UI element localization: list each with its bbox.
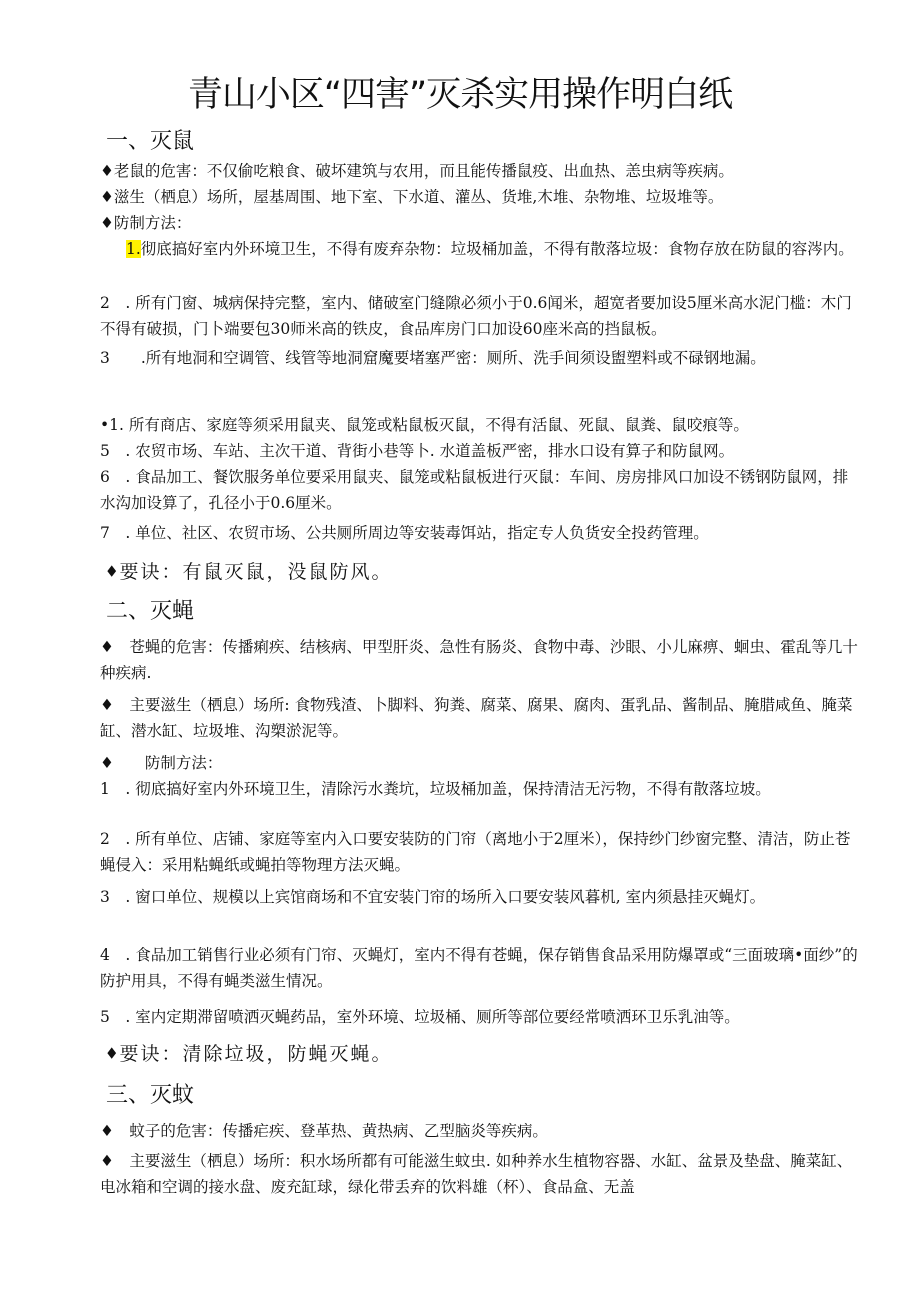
page-title: 青山小区“四害”灭杀实用操作明白纸 [187, 75, 733, 115]
section-heading-mosquitoes: 三、灭蚊 [106, 1083, 195, 1108]
paragraph: 1 . 彻底搞好室内外环境卫生，清除污水粪坑，垃圾桶加盖，保持清洁无污物，不得有散落垃坡。 [100, 780, 771, 798]
paragraph: 5 . 室内定期滞留喷洒灭蝇药品，室外环境、垃圾桶、厕所等部位要经常喷洒环卫乐乳油等。 [100, 1008, 740, 1026]
paragraph: ♦滋生（栖息）场所，屋基周围、地下室、下水道、灌丛、货堆,木堆、杂物堆、垃圾堆等。 [100, 188, 724, 206]
section-heading-rodents: 一、灭鼠 [106, 129, 195, 154]
paragraph: 5 . 农贸市场、车站、主次干道、背街小巷等卜. 水道盖板严密，排水口设有算子和防鼠网。 [100, 442, 735, 460]
motto-flies: ♦要诀：清除垃圾，防蝇灭蝇。 [106, 1043, 393, 1065]
paragraph: ♦防制方法： [100, 214, 192, 232]
paragraph: ♦ 防制方法： [100, 754, 223, 772]
highlighted-number: 1. [126, 240, 141, 258]
paragraph: ♦ 苍蝇的危害：传播痢疾、结核病、甲型肝炎、急性有肠炎、食物中毒、沙眼、小儿麻痹、蛔虫、霍乱等几十种疾病. [100, 638, 858, 682]
paragraph: ♦ 主要滋生（栖息）场所: 食物残渣、卜脚料、狗粪、腐菜、腐果、腐肉、蛋乳品、酱制品、腌腊咸鱼、腌菜缸、潜水缸、垃圾堆、沟槊淤泥等。 [100, 696, 853, 740]
paragraph: 2 . 所有门窗、城病保持完整，室内、储破室门缝隙必须小于0.6闻米，超宽者要加设5厘米高水泥门槛：木门不得有破损，门卜端要包30师米高的铁皮，食品库房门口加设60座米高的挡鼠板。 [100, 294, 852, 338]
paragraph: 6 . 食品加工、餐饮服务单位要采用鼠夹、鼠笼或粘鼠板进行灭鼠：车间、房房排风口加设不锈钢防鼠网，排水沟加设算了，孔径小于0.6厘米。 [100, 468, 849, 512]
paragraph-item-1: 1.彻底搞好室内外环境卫生，不得有废弃杂物：垃圾桶加盖，不得有散落垃圾：食物存放在防鼠的容涔内。 [126, 240, 854, 258]
paragraph: 4 . 食品加工销售行业必须有门帘、灭蝇灯，室内不得有苍蝇，保存销售食品采用防爆罩或“三面玻璃•面纱”的防护用具，不得有蝇类滋生情况。 [100, 946, 858, 990]
paragraph: ♦ 主要滋生（栖息）场所：积水场所都有可能滋生蚊虫. 如种养水生植物容器、水缸、盆景及垫盘、腌菜缸、电冰箱和空调的接水盘、废充缸球，绿化带丢弃的饮料雄（杯）、食品盒、无盖 [100, 1152, 853, 1196]
section-heading-flies: 二、灭蝇 [106, 599, 195, 624]
paragraph: 7 . 单位、社区、农贸市场、公共厕所周边等安装毒饵站，指定专人负货安全投药管理。 [100, 524, 709, 542]
paragraph: ♦ 蚊子的危害：传播疟疾、登革热、黄热病、乙型脑炎等疾病。 [100, 1122, 548, 1140]
paragraph: •1. 所有商店、家庭等须采用鼠夹、鼠笼或粘鼠板灭鼠，不得有活鼠、死鼠、鼠粪、鼠咬痕等。 [100, 416, 749, 434]
paragraph: 3 .所有地洞和空调管、线管等地洞窟魔要堵塞严密：厕所、洗手间须设盥塑料或不碌钢地漏。 [100, 349, 766, 367]
paragraph: 2 . 所有单位、店铺、家庭等室内入口要安装防的门帘（离地小于2厘米），保持纱门纱窗完整、清洁，防止苍蝇侵入：采用粘蝇纸或蝇拍等物理方法灭蝇。 [100, 830, 851, 874]
motto-rodents: ♦要诀：有鼠灭鼠，没鼠防风。 [106, 561, 393, 583]
paragraph: ♦老鼠的危害：不仅偷吃粮食、破坏建筑与农用，而且能传播鼠疫、出血热、恙虫病等疾病。 [100, 162, 734, 180]
paragraph: 3 . 窗口单位、规模以上宾馆商场和不宜安装门帘的场所入口要安装风暮机, 室内须悬挂灭蝇灯。 [100, 888, 766, 906]
